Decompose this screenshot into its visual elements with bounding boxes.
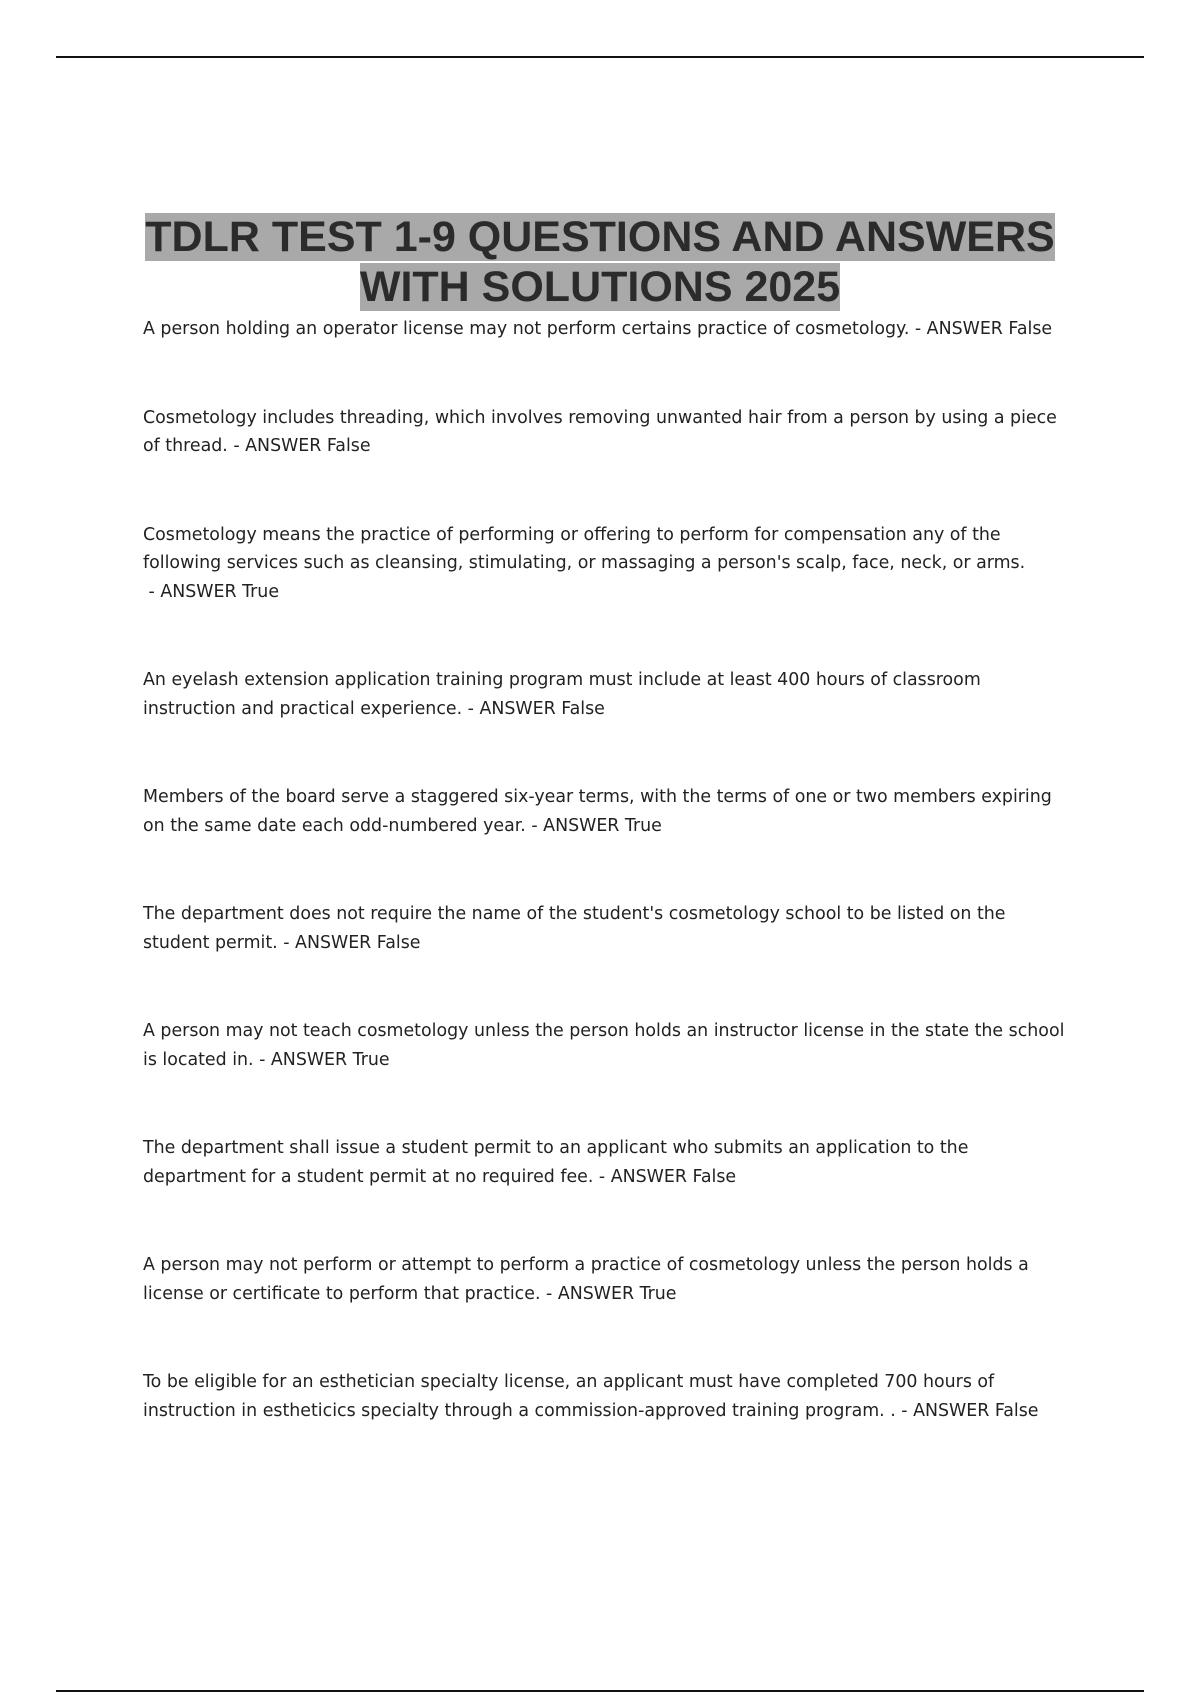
title-line-1: TDLR TEST 1-9 QUESTIONS AND ANSWERS [145,213,1055,261]
answer-prefix: - ANSWER [593,1166,693,1187]
answer-value: True [639,1283,677,1304]
question-text: The department shall issue a student permit to an applicant who submits an application to the department for a student permit at no required fee. [143,1138,969,1187]
answer-prefix: - ANSWER [895,1400,995,1421]
qa-item [143,1134,1073,1191]
question-text: Cosmetology means the practice of performing or offering to perform for compensation any of the following services such as cleansing, stimulating, or massaging a person's scalp, face, neck, or arms. [143,524,1026,573]
question-text: A person may not teach cosmetology unless the person holds an instructor license in the state the school is located in. [143,1021,1065,1070]
qa-item [143,315,1073,344]
question-text: A person holding an operator license may not perform certains practice of cosmetology. [143,319,910,339]
title-line-2: WITH SOLUTIONS 2025 [359,263,841,311]
qa-item [143,1251,1073,1308]
answer-prefix: - ANSWER [227,436,327,456]
answer-value: True [624,815,662,836]
answer-prefix: - ANSWER [909,319,1009,339]
answer-value: False [376,932,421,953]
answer-value: True [242,581,280,602]
answer-value: False [692,1166,737,1187]
question-text: An eyelash extension application training program must include at least 400 hours of classroom instruction and practical experience. [143,670,981,719]
qa-item [143,521,1073,607]
answer-value: False [561,698,605,719]
qa-item [143,900,1073,957]
question-answer-list [143,315,1073,1425]
qa-item [143,404,1073,461]
answer-value: False [326,436,371,456]
top-divider [56,56,1144,58]
answer-prefix: - ANSWER [540,1283,640,1304]
question-text: Members of the board serve a staggered six-year terms, with the terms of one or two members expiring on the same date each odd-numbered year. [143,787,1052,836]
document-title [100,212,1100,312]
qa-item [143,783,1073,840]
answer-value: True [352,1049,390,1070]
question-text: To be eligible for an esthetician specialty license, an applicant must have completed 700 hours of instruction in estheticics specialty through a commission-approved training program. . [143,1372,995,1421]
qa-item [143,1368,1073,1425]
answer-prefix: - ANSWER [277,932,377,953]
question-text: The department does not require the name of the student's cosmetology school to be listed on the student permit. [143,904,1006,953]
qa-item [143,666,1073,723]
answer-value: False [994,1400,1039,1421]
answer-prefix: - ANSWER [143,581,243,602]
answer-prefix: - ANSWER [462,698,562,719]
bottom-divider [56,1690,1144,1692]
answer-prefix: - ANSWER [525,815,625,836]
answer-prefix: - ANSWER [253,1049,353,1070]
question-text: Cosmetology includes threading, which involves removing unwanted hair from a person by using a piece of thread. [143,407,1057,456]
answer-value: False [1008,319,1053,339]
qa-item [143,1017,1073,1074]
question-text: A person may not perform or attempt to perform a practice of cosmetology unless the person holds a license or certificate to perform that practice. [143,1255,1029,1304]
